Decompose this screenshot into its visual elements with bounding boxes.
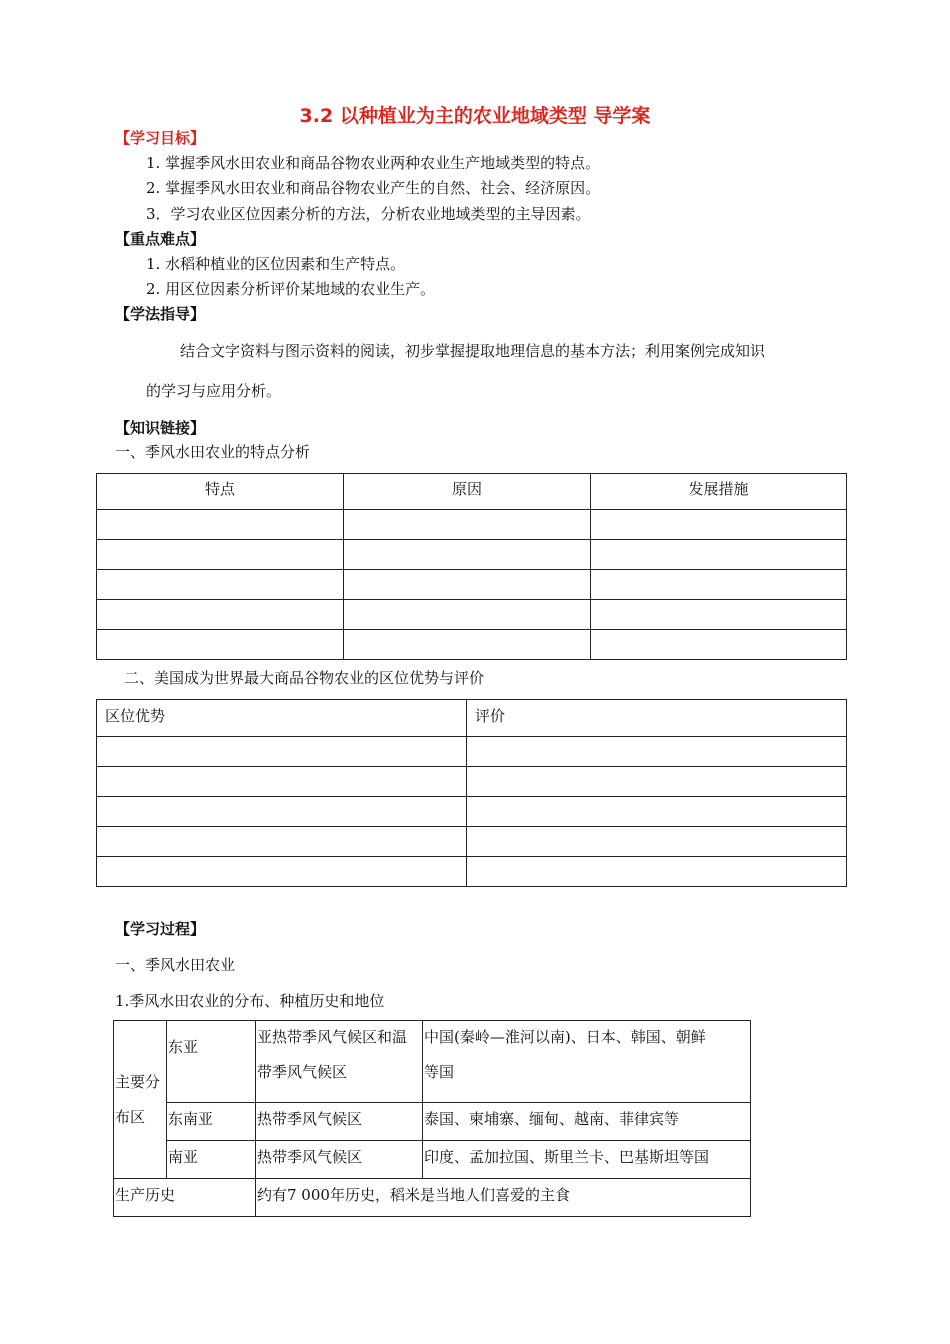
region-southeast-asia: 东南亚 [168, 1110, 214, 1128]
knowledge-section1-title: 一、季风水田农业的特点分析 [115, 443, 311, 461]
objective-item: 2. 掌握季风水田农业和商品谷物农业产生的自然、社会、经济原因。 [146, 179, 601, 197]
table-cell[interactable] [467, 737, 847, 767]
table-row [97, 797, 847, 827]
measures-header: 发展措施 [591, 474, 847, 510]
table-cell[interactable] [97, 510, 344, 540]
countries-cell [423, 1141, 751, 1179]
table-cell[interactable] [344, 630, 591, 660]
countries-text: 印度、孟加拉国、斯里兰卡、巴基斯坦等国 [424, 1148, 710, 1166]
key-point-item: 2. 用区位因素分析评价某地域的农业生产。 [146, 280, 436, 298]
region-cell [167, 1141, 256, 1179]
table-cell[interactable] [97, 600, 344, 630]
table-row [114, 1021, 751, 1103]
table-cell[interactable] [467, 797, 847, 827]
advantages-header: 区位优势 [97, 700, 467, 737]
countries-cell [423, 1103, 751, 1141]
history-label-cell [114, 1179, 256, 1217]
table-cell[interactable] [97, 857, 467, 887]
table-cell[interactable] [467, 857, 847, 887]
method-text-line2: 的学习与应用分析。 [146, 382, 282, 400]
process-subsection1-title: 1.季风水田农业的分布、种植历史和地位 [115, 992, 385, 1010]
method-heading: 【学法指导】 [115, 305, 206, 323]
distribution-table [113, 1020, 751, 1217]
climate-cell [256, 1103, 423, 1141]
table-row [114, 1179, 751, 1217]
table-cell[interactable] [344, 510, 591, 540]
table-cell[interactable] [591, 540, 847, 570]
reasons-header: 原因 [344, 474, 591, 510]
table-row [114, 1103, 751, 1141]
region-cell [167, 1103, 256, 1141]
region-east-asia: 东亚 [168, 1038, 199, 1056]
climate-cell [256, 1141, 423, 1179]
objective-item: 1. 掌握季风水田农业和商品谷物农业两种农业生产地域类型的特点。 [146, 154, 601, 172]
table-cell[interactable] [97, 797, 467, 827]
area-label-line1: 主要分 [115, 1072, 161, 1091]
table-cell[interactable] [97, 570, 344, 600]
table-cell[interactable] [591, 570, 847, 600]
table-row [97, 510, 847, 540]
history-value-cell [256, 1179, 751, 1217]
page-title: 3.2 以种植业为主的农业地域类型 导学案 [299, 105, 651, 127]
climate-text: 热带季风气候区 [257, 1148, 363, 1166]
table-cell[interactable] [591, 510, 847, 540]
features-header: 特点 [97, 474, 344, 510]
key-points-heading: 【重点难点】 [115, 230, 206, 248]
climate-text: 亚热带季风气候区和温 [257, 1028, 408, 1046]
table-cell[interactable] [97, 767, 467, 797]
climate-cell [256, 1021, 423, 1103]
objective-item: 3．学习农业区位因素分析的方法，分析农业地域类型的主导因素。 [146, 205, 591, 223]
features-table [96, 473, 847, 660]
table-cell[interactable] [344, 540, 591, 570]
table-cell[interactable] [97, 827, 467, 857]
process-section1-title: 一、季风水田农业 [115, 956, 236, 974]
knowledge-heading: 【知识链接】 [115, 419, 206, 437]
table-cell[interactable] [591, 630, 847, 660]
table-cell[interactable] [467, 767, 847, 797]
area-label-cell [114, 1021, 167, 1179]
evaluation-header: 评价 [467, 700, 847, 737]
table-cell[interactable] [467, 827, 847, 857]
climate-text: 热带季风气候区 [257, 1110, 363, 1128]
method-text-line1: 结合文字资料与图示资料的阅读，初步掌握提取地理信息的基本方法；利用案例完成知识 [180, 342, 766, 360]
countries-text: 泰国、柬埔寨、缅甸、越南、菲律宾等 [424, 1110, 680, 1128]
table-cell[interactable] [97, 630, 344, 660]
countries-text: 等国 [424, 1063, 455, 1081]
objectives-heading: 【学习目标】 [115, 129, 206, 147]
advantages-table [96, 699, 847, 887]
table-row [97, 600, 847, 630]
table-row [97, 767, 847, 797]
table-row [97, 570, 847, 600]
countries-cell [423, 1021, 751, 1103]
history-label: 生产历史 [115, 1186, 176, 1204]
knowledge-section2-title: 二、美国成为世界最大商品谷物农业的区位优势与评价 [124, 669, 485, 687]
table-row [97, 737, 847, 767]
table-cell[interactable] [344, 570, 591, 600]
climate-text: 带季风气候区 [257, 1063, 348, 1081]
region-cell [167, 1021, 256, 1103]
table-cell[interactable] [97, 737, 467, 767]
countries-text: 中国(秦岭—淮河以南)、日本、韩国、朝鲜 [424, 1028, 706, 1046]
table-row [114, 1141, 751, 1179]
table-row [97, 827, 847, 857]
table-row [97, 857, 847, 887]
table-row [97, 630, 847, 660]
table-row [97, 540, 847, 570]
table-cell[interactable] [97, 540, 344, 570]
table-cell[interactable] [344, 600, 591, 630]
history-value: 约有7 000年历史，稻米是当地人们喜爱的主食 [257, 1186, 570, 1204]
region-south-asia: 南亚 [168, 1148, 199, 1166]
key-point-item: 1. 水稻种植业的区位因素和生产特点。 [146, 255, 406, 273]
process-heading: 【学习过程】 [115, 920, 206, 938]
table-cell[interactable] [591, 600, 847, 630]
area-label-line2: 布区 [115, 1107, 146, 1126]
